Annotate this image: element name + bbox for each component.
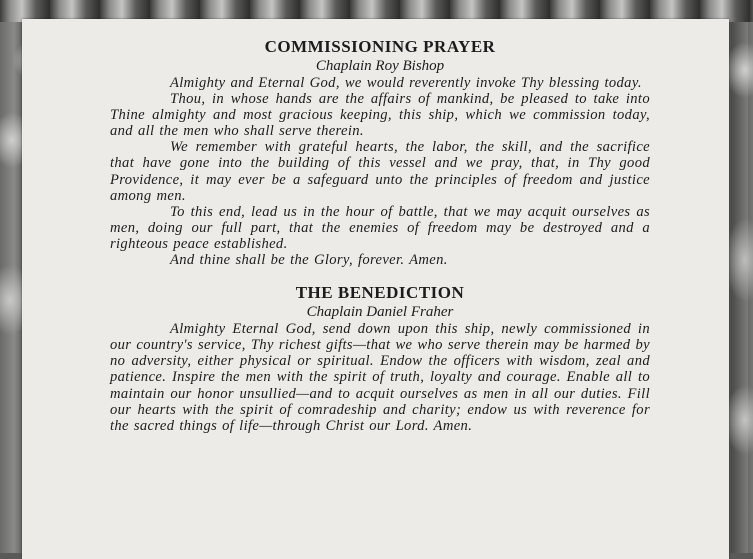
benediction-paragraph-1: Almighty Eternal God, send down upon this ship, newly commissioned in our country's service, Thy richest gifts—that we who serve therein may be harmed by no adversity, either physical or spiritual. Endow the officers with wisdom, zeal and patience. Inspire the men with the spirit of truth, loyalty and courage. Enable all to maintain our honor unsullied—and to acquit ourselves as men in all our duties. Fill our hearts with the spirit of comradeship and charity; endow us with reverence for the sacred things of life—through Christ our Lord. Amen. (110, 321, 650, 434)
document-text (110, 36, 650, 434)
section-spacer (110, 268, 650, 282)
prayer-author: Chaplain Roy Bishop (315, 58, 445, 74)
prayer-paragraph-3: We remember with grateful hearts, the labor, the skill, and the sacrifice that have gone into the building of this vessel and we pray, that, in Thy good Providence, it may ever be a safeguard unto the principles of freedom and justice among men. (110, 139, 650, 204)
benediction-author: Chaplain Daniel Fraher (306, 304, 454, 321)
prayer-paragraph-4: To this end, lead us in the hour of battle, that we may acquit ourselves as men, doing our full part, that the enemies of freedom may be destroyed and a righteous peace established. (110, 203, 650, 252)
benediction-title: THE BENEDICTION (295, 283, 465, 303)
prayer-paragraph-1: Almighty and Eternal God, we would reverently invoke Thy blessing today. (170, 75, 642, 91)
prayer-title: COMMISSIONING PRAYER (264, 37, 496, 56)
prayer-paragraph-2: Thou, in whose hands are the affairs of mankind, be pleased to take into Thine almighty and most gracious keeping, this ship, which we commission today, and all the men who shall serve therein. (110, 91, 650, 140)
prayer-paragraph-5: And thine shall be the Glory, forever. Amen. (170, 252, 448, 269)
